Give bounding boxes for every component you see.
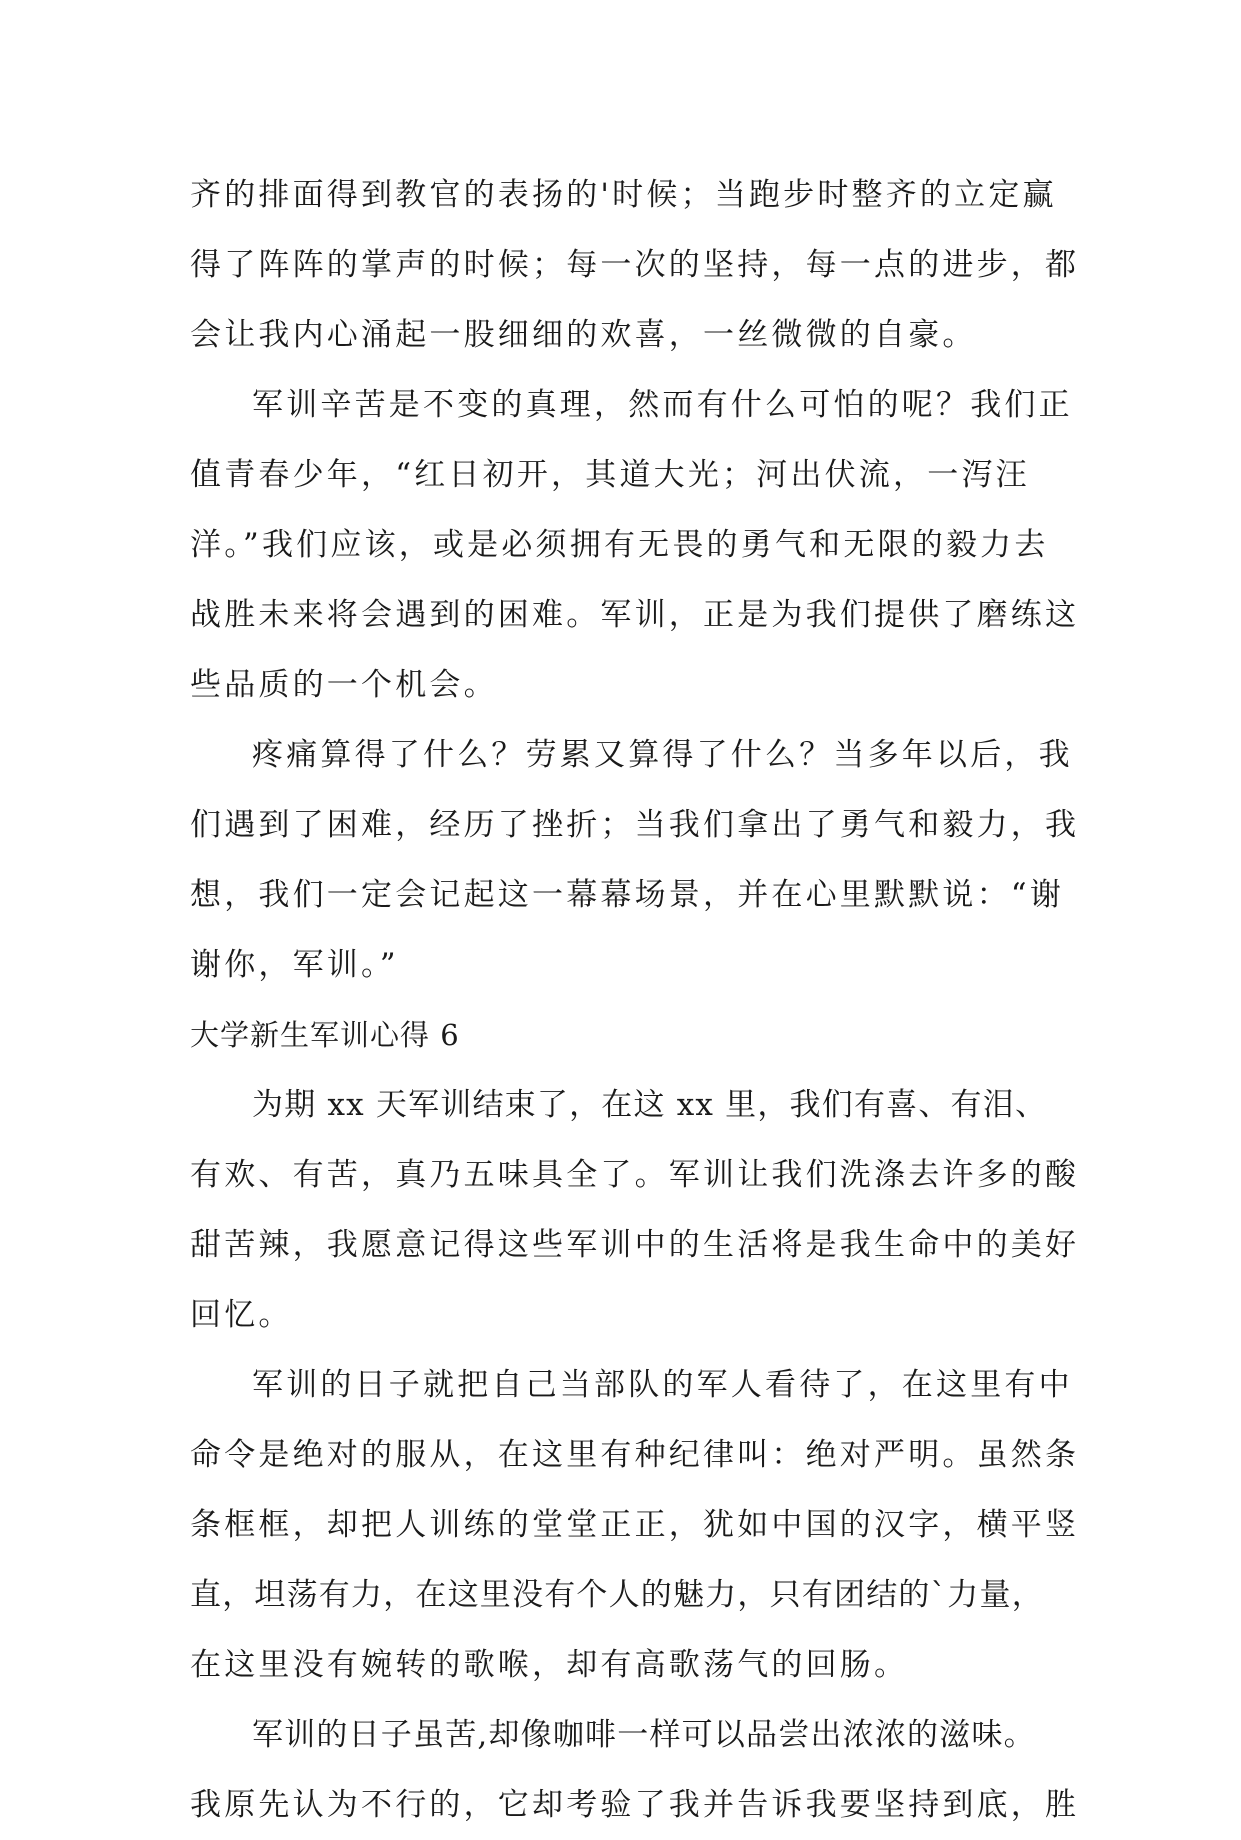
text-line: 得了阵阵的掌声的时候；每一次的坚持，每一点的进步，都	[190, 247, 1080, 283]
text-line: 齐的排面得到教官的表扬的'时候；当跑步时整齐的立定赢	[190, 177, 1057, 213]
text-line: 条框框，却把人训练的堂堂正正，犹如中国的汉字，横平竖	[190, 1507, 1080, 1543]
paragraph	[190, 370, 1080, 720]
text-line: 些品质的一个机会。	[190, 667, 498, 703]
text-line: 为期 xx 天军训结束了，在这 xx 里，我们有喜、有泪、	[252, 1087, 1048, 1123]
text-line: 我原先认为不行的，它却考验了我并告诉我要坚持到底，胜	[190, 1787, 1080, 1823]
text-line: 军训的日子就把自己当部队的军人看待了，在这里有中	[252, 1367, 1073, 1403]
text-line: 值青春少年，“红日初开，其道大光；河出伏流，一泻汪	[190, 457, 1030, 493]
paragraph	[190, 160, 1080, 370]
paragraph	[190, 720, 1080, 1000]
document-body	[190, 160, 1080, 1840]
text-line: 在这里没有婉转的歌喉，却有高歌荡气的回肠。	[190, 1647, 909, 1683]
text-line: 甜苦辣，我愿意记得这些军训中的生活将是我生命中的美好	[190, 1227, 1080, 1263]
section-heading	[190, 1000, 1050, 1070]
text-line: 洋。”我们应该，或是必须拥有无畏的勇气和无限的毅力去	[190, 527, 1049, 563]
text-line: 军训的日子虽苦,却像咖啡一样可以品尝出浓浓的滋味。	[252, 1717, 1036, 1753]
heading-text: 大学新生军训心得 6	[190, 1018, 460, 1052]
text-line: 会让我内心涌起一股细细的欢喜，一丝微微的自豪。	[190, 317, 977, 353]
text-line: 军训辛苦是不变的真理，然而有什么可怕的呢？我们正	[252, 387, 1073, 423]
paragraph	[190, 1350, 1080, 1700]
text-line: 有欢、有苦，真乃五味具全了。军训让我们洗涤去许多的酸	[190, 1157, 1080, 1193]
text-line: 们遇到了困难，经历了挫折；当我们拿出了勇气和毅力，我	[190, 807, 1080, 843]
text-line: 命令是绝对的服从，在这里有种纪律叫：绝对严明。虽然条	[190, 1437, 1080, 1473]
text-line: 回忆。	[190, 1297, 293, 1333]
text-line: 谢你，军训。”	[190, 947, 399, 983]
text-line: 战胜未来将会遇到的困难。军训，正是为我们提供了磨练这	[190, 597, 1080, 633]
paragraph	[190, 1700, 1080, 1840]
paragraph	[190, 1070, 1080, 1350]
text-line: 想，我们一定会记起这一幕幕场景，并在心里默默说：“谢	[190, 877, 1065, 913]
text-line: 直，坦荡有力，在这里没有个人的魅力，只有团结的`力量，	[190, 1577, 1044, 1613]
text-line: 疼痛算得了什么？劳累又算得了什么？当多年以后，我	[252, 737, 1073, 773]
